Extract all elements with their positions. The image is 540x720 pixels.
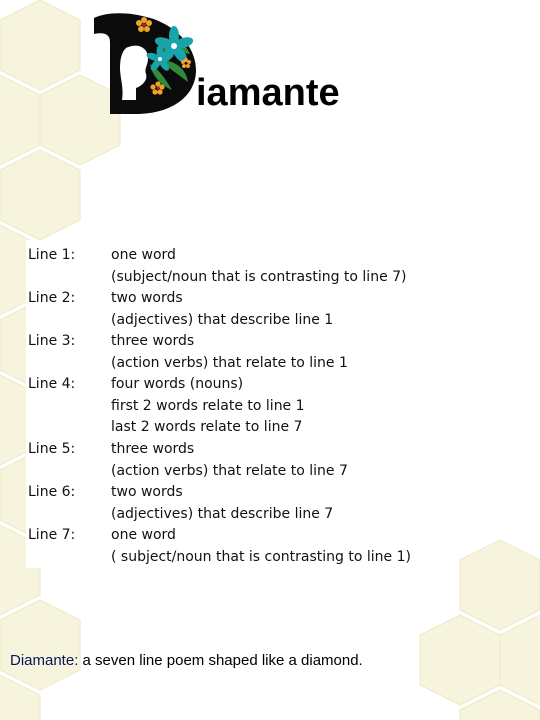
line-description: one word (subject/noun that is contrasting to line 7) — [111, 247, 407, 285]
line-label: Line 6: — [28, 484, 76, 500]
line-rules-table — [26, 240, 424, 568]
title-text: iamante — [196, 72, 340, 114]
line-description: three words (action verbs) that relate to line 1 — [111, 333, 348, 371]
line-label: Line 4: — [28, 376, 76, 392]
line-description: two words (adjectives) that describe line 7 — [111, 484, 334, 522]
line-description: three words (action verbs) that relate to line 7 — [111, 441, 348, 479]
line-label: Line 2: — [28, 290, 76, 306]
definition-term: Diamante: — [10, 652, 79, 669]
line-label: Line 1: — [28, 247, 76, 263]
line-label: Line 7: — [28, 527, 76, 543]
definition-text: a seven line poem shaped like a diamond. — [78, 652, 363, 669]
line-description: one word ( subject/noun that is contrasting to line 1) — [111, 527, 411, 565]
line-description: two words (adjectives) that describe line 1 — [111, 290, 334, 328]
title-initial-d-graphic — [86, 8, 206, 118]
page-title — [86, 8, 386, 118]
line-label: Line 3: — [28, 333, 76, 349]
line-description: four words (nouns) first 2 words relate to line 1 last 2 words relate to line 7 — [111, 376, 305, 435]
definition-footer — [10, 652, 363, 669]
line-label: Line 5: — [28, 441, 76, 457]
